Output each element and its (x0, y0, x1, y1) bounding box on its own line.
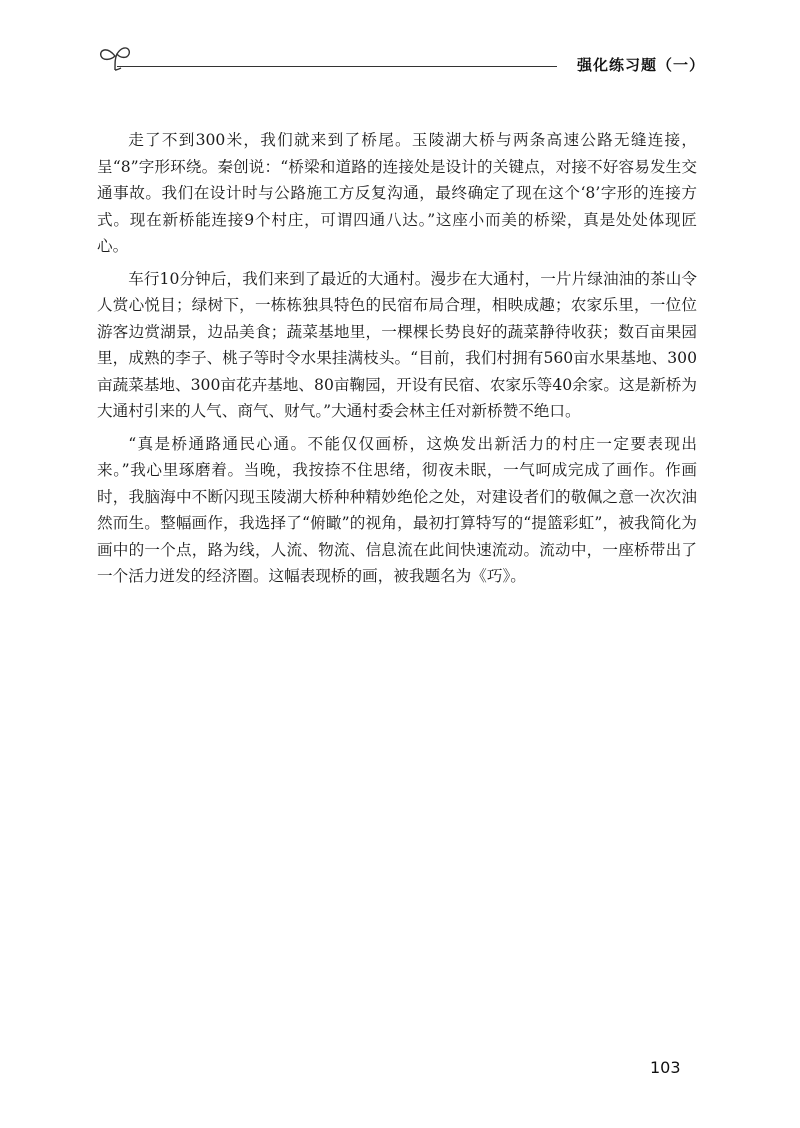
page-number: 103 (650, 1058, 681, 1077)
paragraph: 车行10分钟后，我们来到了最近的大通村。漫步在大通村，一片片绿油油的茶山令人赏心悦目；绿树下，一栋栋独具特色的民宿布局合理，相映成趣；农家乐里，一位位游客边赏湖景，边品美食；蔬菜基地里，一棵棵长势良好的蔬菜静待收获；数百亩果园里，成熟的李子、桃子等时令水果挂满枝头。“目前，我们村拥有560亩水果基地、300亩蔬菜基地、300亩花卉基地、80亩鞠园，开设有民宿、农家乐等40余家。这是新桥为大通村引来的人气、商气、财气。”大通村委会林主任对新桥赞不绝口。 (97, 269, 697, 420)
body-text (97, 127, 697, 596)
page-header (95, 38, 705, 78)
sprout-icon (95, 40, 135, 76)
section-title: 强化练习题（一） (576, 56, 705, 74)
header-rule (117, 66, 557, 67)
paragraph: 走了不到300米，我们就来到了桥尾。玉陵湖大桥与两条高速公路无缝连接，呈“8”字形环绕。秦创说：“桥梁和道路的连接处是设计的关键点，对接不好容易发生交通事故。我们在设计时与公路施工方反复沟通，最终确定了现在这个‘8’字形的连接方式。现在新桥能连接9个村庄，可谓四通八达。”这座小而美的桥梁，真是处处体现匠心。 (97, 131, 697, 255)
paragraph: “真是桥通路通民心通。不能仅仅画桥，这焕发出新活力的村庄一定要表现出来。”我心里琢磨着。当晚，我按捺不住思绪，彻夜未眠，一气呵成完成了画作。作画时，我脑海中不断闪现玉陵湖大桥种种精妙绝伦之处，对建设者们的敬佩之意一次次油然而生。整幅画作，我选择了“俯瞰”的视角，最初打算特写的“提篮彩虹”，被我简化为画中的一个点，路为线，人流、物流、信息流在此间快速流动。流动中，一座桥带出了一个活力迸发的经济圈。这幅表现桥的画，被我题名为《巧》。 (97, 434, 697, 585)
